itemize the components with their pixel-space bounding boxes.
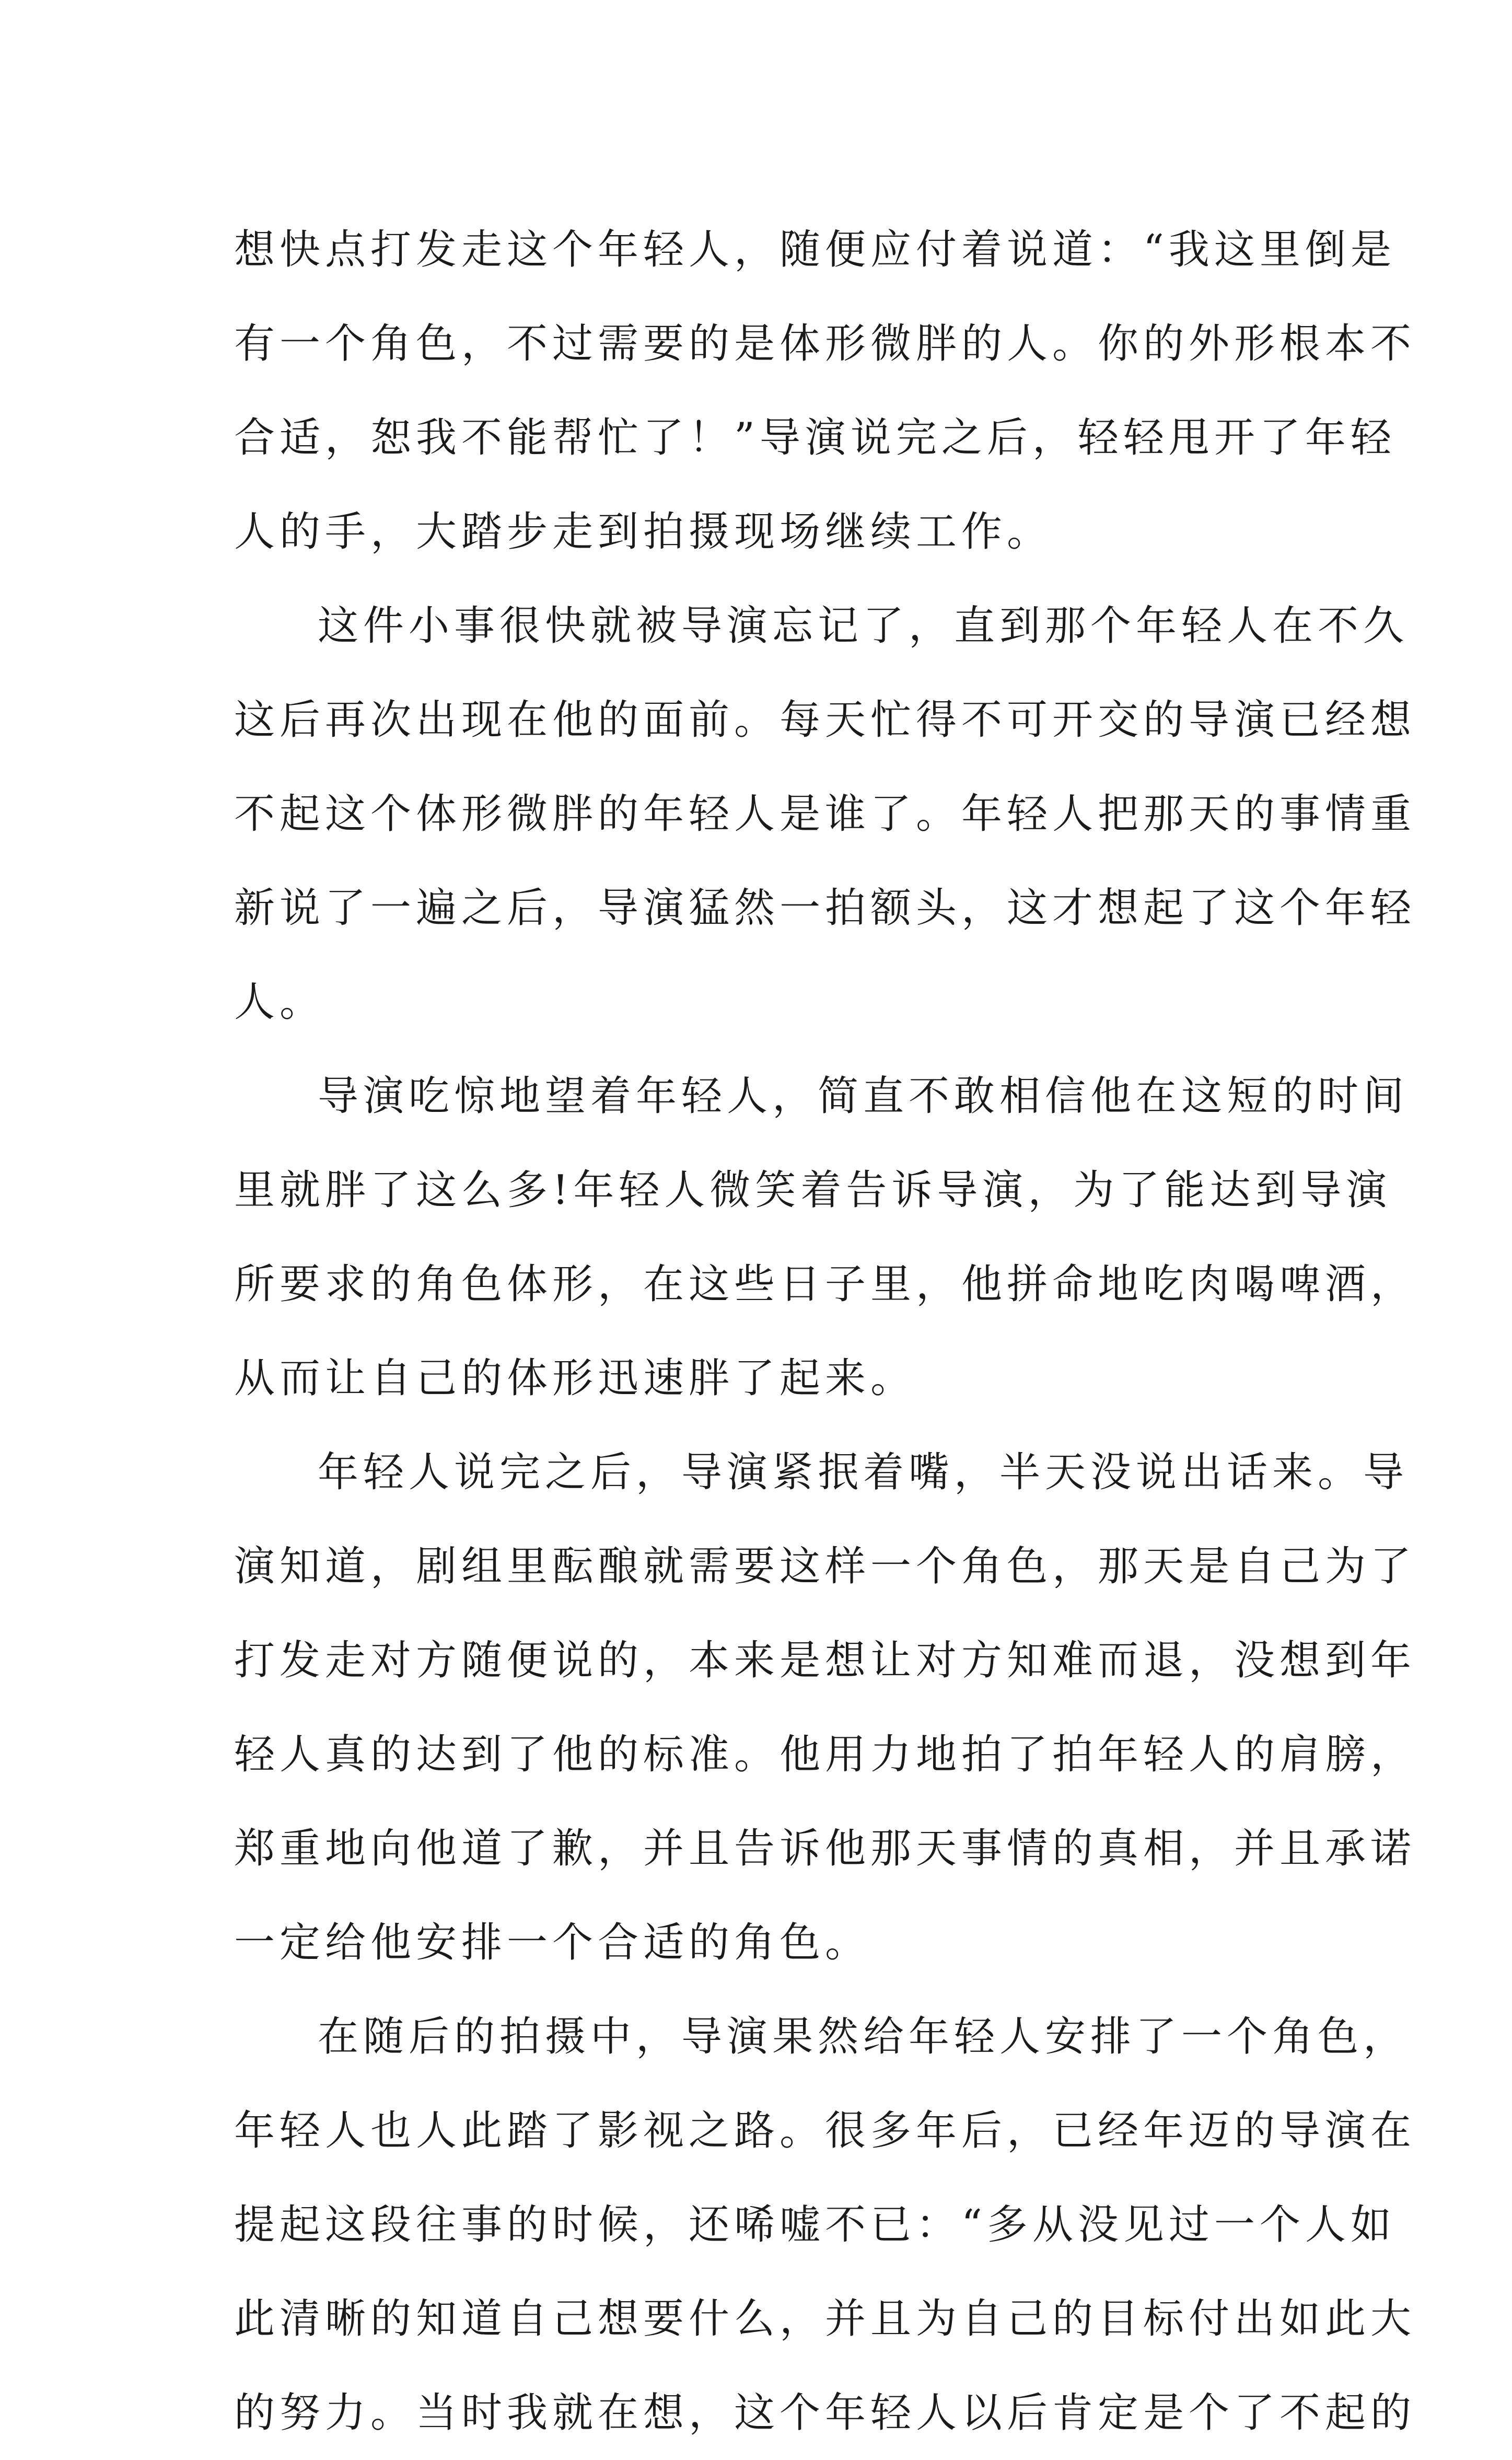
text-line: 这件小事很快就被导演忘记了，直到那个年轻人在不久 [318,602,1409,649]
text-line: 这后再次出现在他的面前。每天忙得不可开交的导演已经想 [234,697,1416,744]
paragraph [234,203,1416,579]
text-line: 郑重地向他道了歉，并且告诉他那天事情的真相，并且承诺 [234,1825,1416,1872]
text-line: 想快点打发走这个年轻人，随便应付着说道：“我这里倒是 [234,226,1396,273]
text-line: 人。 [234,979,325,1026]
paragraph [234,579,1416,1049]
paragraph [234,1049,1416,1425]
text-line: 年轻人也人此踏了影视之路。很多年后，已经年迈的导演在 [234,2107,1416,2154]
text-line: 在随后的拍摄中，导演果然给年轻人安排了一个角色， [318,2013,1409,2060]
paragraph [234,1990,1416,2460]
text-line: 此清晰的知道自己想要什么，并且为自己的目标付出如此大 [234,2295,1416,2342]
text-line: 提起这段往事的时候，还唏嘘不已：“多从没见过一个人如 [234,2201,1396,2248]
text-line: 演知道，剧组里酝酿就需要这样一个角色，那天是自己为了 [234,1543,1416,1590]
text-line: 人的手，大踏步走到拍摄现场继续工作。 [234,508,1053,555]
body-text [234,203,1416,2460]
text-line: 从而让自己的体形迅速胖了起来。 [234,1355,916,1402]
text-line: 有一个角色，不过需要的是体形微胖的人。你的外形根本不 [234,320,1416,367]
text-line: 年轻人说完之后，导演紧抿着嘴，半天没说出话来。导 [318,1449,1409,1496]
text-line: 不起这个体形微胖的年轻人是谁了。年轻人把那天的事情重 [234,791,1416,838]
text-line: 的努力。当时我就在想，这个年轻人以后肯定是个了不起的 [234,2389,1416,2436]
text-line: 一定给他安排一个合适的角色。 [234,1919,871,1966]
text-line: 合适，恕我不能帮忙了！”导演说完之后，轻轻甩开了年轻 [234,414,1396,461]
text-line: 轻人真的达到了他的标准。他用力地拍了拍年轻人的肩膀， [234,1731,1416,1778]
text-line: 导演吃惊地望着年轻人，简直不敢相信他在这短的时间 [318,1073,1409,1120]
text-line: 打发走对方随便说的，本来是想让对方知难而退，没想到年 [234,1637,1416,1684]
paragraph [234,1425,1416,1990]
text-line: 里就胖了这么多!年轻人微笑着告诉导演，为了能达到导演 [234,1167,1392,1214]
text-line: 新说了一遍之后，导演猛然一拍额头，这才想起了这个年轻 [234,885,1416,932]
text-line: 所要求的角色体形，在这些日子里，他拼命地吃肉喝啤酒， [234,1261,1416,1308]
